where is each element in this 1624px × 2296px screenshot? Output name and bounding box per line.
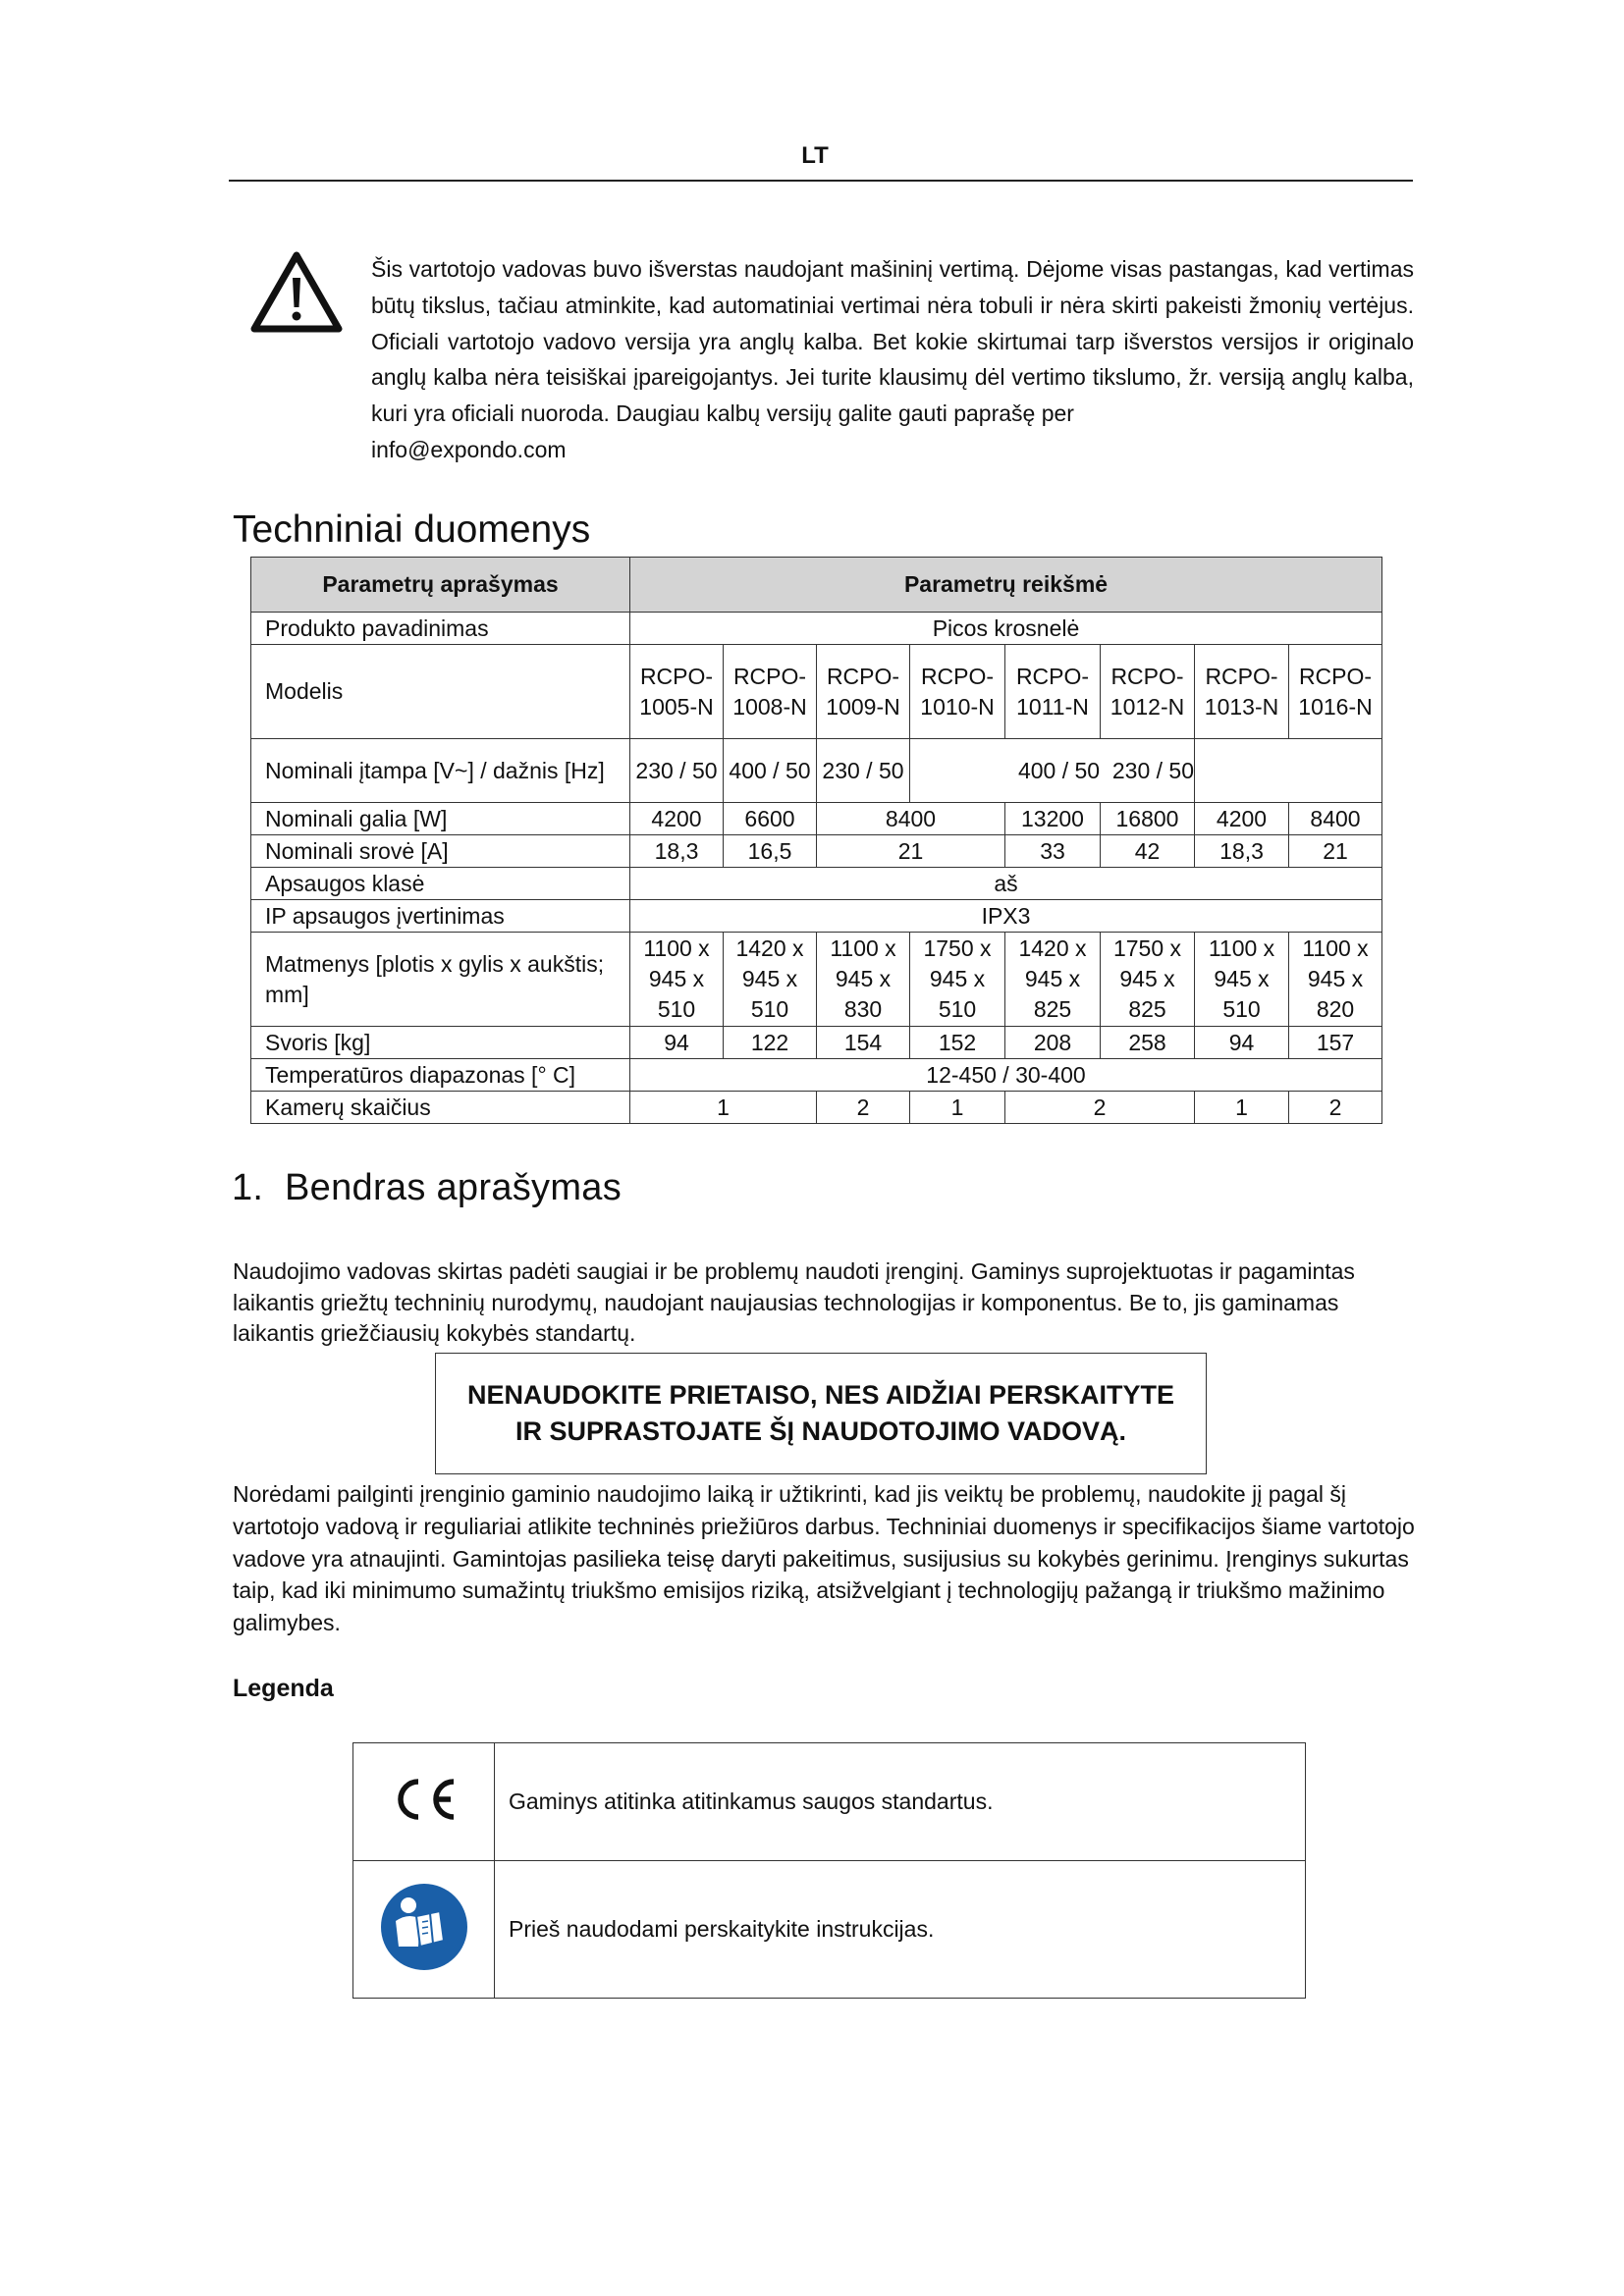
translation-disclaimer: [371, 251, 1414, 468]
table-row: [251, 835, 1382, 868]
row-label: Nominali galia [W]: [251, 803, 630, 835]
cell: RCPO-1008-N: [724, 645, 817, 739]
cell: 2: [1289, 1092, 1382, 1124]
cell: RCPO-1005-N: [630, 645, 724, 739]
cell: RCPO-1010-N: [910, 645, 1005, 739]
cell: 1420 x 945 x 825: [1005, 933, 1101, 1027]
table-row: [251, 900, 1382, 933]
table-row: [251, 1027, 1382, 1059]
cell: 13200: [1005, 803, 1101, 835]
cell: 12-450 / 30-400: [630, 1059, 1382, 1092]
table-header-row: [251, 558, 1382, 613]
cell: 33: [1005, 835, 1101, 868]
disclaimer-paragraph: Šis vartotojo vadovas buvo išverstas naudojant mašininį vertimą. Dėjome visas pastangas, kad vertimas būtų tikslus, tačiau atminkite, kad automatiniai vertimai nėra tobuli ir nėra skirti pakeisti žmonių vertėjus. Oficiali vartotojo vadovo versija yra anglų kalba. Bet kokie skirtumai tarp išverstos versijos ir originalo anglų kalba nėra teisiškai įpareigojantys. Jei turite klausimų dėl vertimo tikslumo, žr. versiją anglų kalba, kuri yra oficiali nuoroda. Daugiau kalbų versijų galite gauti paprašę per: [371, 256, 1414, 427]
cell: RCPO-1009-N: [817, 645, 910, 739]
table-row: [251, 868, 1382, 900]
cell: 6600: [724, 803, 817, 835]
cell: 42: [1101, 835, 1195, 868]
cell: [910, 739, 1195, 803]
cell: 4200: [1195, 803, 1289, 835]
cell: RCPO-1016-N: [1289, 645, 1382, 739]
cell: 1100 x 945 x 510: [630, 933, 724, 1027]
cell: 400 / 50: [724, 739, 817, 803]
cell: 154: [817, 1027, 910, 1059]
legend-text: Prieš naudodami perskaitykite instrukcijas.: [495, 1861, 1306, 1999]
table-row: [251, 1092, 1382, 1124]
cell: 2: [1005, 1092, 1195, 1124]
legend-title: Legenda: [233, 1675, 334, 1702]
cell: RCPO-1012-N: [1101, 645, 1195, 739]
row-label: IP apsaugos įvertinimas: [251, 900, 630, 933]
cell: 8400: [1289, 803, 1382, 835]
cell: 1: [630, 1092, 817, 1124]
cell: 4200: [630, 803, 724, 835]
cell: 152: [910, 1027, 1005, 1059]
cell: 208: [1005, 1027, 1101, 1059]
cell: 157: [1289, 1027, 1382, 1059]
notice-box: [435, 1353, 1207, 1474]
cell: 8400: [817, 803, 1005, 835]
row-label: Nominali įtampa [V~] / dažnis [Hz]: [251, 739, 630, 803]
row-label: Temperatūros diapazonas [° C]: [251, 1059, 630, 1092]
warning-triangle-icon: [250, 250, 343, 333]
row-label: Apsaugos klasė: [251, 868, 630, 900]
legend-text: Gaminys atitinka atitinkamus saugos standartus.: [495, 1743, 1306, 1861]
cell: RCPO-1013-N: [1195, 645, 1289, 739]
notice-text: NENAUDOKITE PRIETAISO, NES AIDŽIAI PERSKAITYTE IR SUPRASTOJATE ŠĮ NAUDOTOJIMO VADOVĄ.: [466, 1380, 1175, 1446]
cell: 1100 x 945 x 820: [1289, 933, 1382, 1027]
cell: 122: [724, 1027, 817, 1059]
cell: 18,3: [630, 835, 724, 868]
legend-row: [353, 1861, 1306, 1999]
cell: 1420 x 945 x 510: [724, 933, 817, 1027]
intro-paragraph: Naudojimo vadovas skirtas padėti saugiai ir be problemų naudoti įrenginį. Gaminys suprojektuotas ir pagamintas laikantis griežtų techninių nurodymų, naudojant naujausias technologijas ir komponentus. Be to, jis gaminamas laikantis griežčiausių kokybės standartų.: [233, 1258, 1355, 1346]
table-row: [251, 613, 1382, 645]
cell: 1750 x 945 x 510: [910, 933, 1005, 1027]
table-row: [251, 645, 1382, 739]
cell: 21: [1289, 835, 1382, 868]
cell: [1195, 739, 1382, 803]
language-code: LT: [801, 142, 829, 169]
cell: IPX3: [630, 900, 1382, 933]
cell: 21: [817, 835, 1005, 868]
legend-icon-cell: [353, 1861, 495, 1999]
row-label: Nominali srovė [A]: [251, 835, 630, 868]
row-label: Matmenys [plotis x gylis x aukštis; mm]: [251, 933, 630, 1027]
header-divider: [229, 180, 1413, 182]
cell: 2: [817, 1092, 910, 1124]
legend-row: [353, 1743, 1306, 1861]
row-label: Produkto pavadinimas: [251, 613, 630, 645]
cell: 230 / 50: [817, 739, 910, 803]
cell: 258: [1101, 1027, 1195, 1059]
row-label: Svoris [kg]: [251, 1027, 630, 1059]
spec-table: [250, 557, 1382, 1124]
header-param: Parametrų aprašymas: [251, 558, 630, 613]
table-row: [251, 803, 1382, 835]
table-row: [251, 1059, 1382, 1092]
cell: 230 / 50: [630, 739, 724, 803]
read-manual-icon: [379, 1882, 469, 1972]
cell: 1: [910, 1092, 1005, 1124]
body-paragraph: Norėdami pailginti įrenginio gaminio naudojimo laiką ir užtikrinti, kad jis veiktų be problemų, naudokite jį pagal šį vartotojo vadovą ir reguliariai atlikite techninės priežiūros darbus. Techniniai duomenys ir specifikacijos šiame vartotojo vadove yra atnaujinti. Gamintojas pasilieka teisę daryti pakeitimus, susijusius su kokybės gerinimu. Įrenginys sukurtas taip, kad iki minimumo sumažintų triukšmo emisijos riziką, atsižvelgiant į technologijų pažangą ir triukšmo mažinimo galimybes.: [233, 1481, 1415, 1636]
cell: 18,3: [1195, 835, 1289, 868]
legend-table: [352, 1742, 1306, 1999]
tech-data-title: Techniniai duomenys: [233, 508, 591, 551]
section-title: 1. Bendras aprašymas: [232, 1167, 623, 1208]
cell: 16,5: [724, 835, 817, 868]
legend-icon-cell: [353, 1743, 495, 1861]
voltage-value: 400 / 50: [1017, 757, 1101, 783]
cell: Picos krosnelė: [630, 613, 1382, 645]
row-label: Modelis: [251, 645, 630, 739]
cell: aš: [630, 868, 1382, 900]
cell: 94: [630, 1027, 724, 1059]
cell: 94: [1195, 1027, 1289, 1059]
cell: 1750 x 945 x 825: [1101, 933, 1195, 1027]
voltage-value: 230 / 50: [1111, 757, 1194, 783]
cell: RCPO-1011-N: [1005, 645, 1101, 739]
cell: 1100 x 945 x 830: [817, 933, 910, 1027]
row-label: Kamerų skaičius: [251, 1092, 630, 1124]
contact-email[interactable]: info@expondo.com: [371, 436, 567, 462]
ce-mark-icon: [389, 1774, 460, 1825]
cell: 1100 x 945 x 510: [1195, 933, 1289, 1027]
header-value: Parametrų reikšmė: [630, 558, 1382, 613]
table-row: [251, 739, 1382, 803]
cell: 16800: [1101, 803, 1195, 835]
cell: 1: [1195, 1092, 1289, 1124]
table-row: [251, 933, 1382, 1027]
